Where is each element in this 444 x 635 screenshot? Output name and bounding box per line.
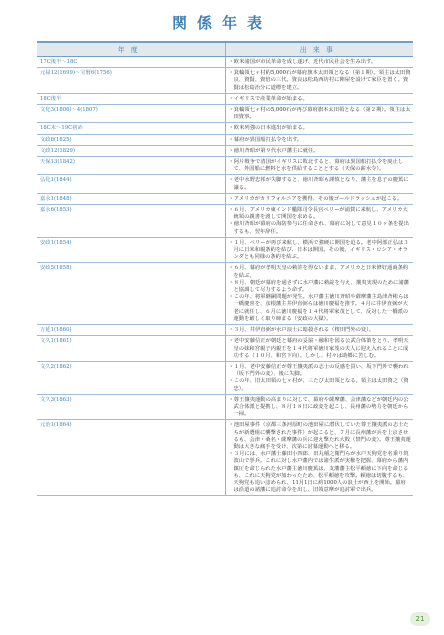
table-row [37, 394, 413, 420]
table-row [37, 123, 413, 134]
table-row [37, 93, 413, 104]
page-title: 関係年表 [171, 14, 272, 32]
table-row [37, 157, 413, 175]
event-cell [225, 157, 413, 175]
year-cell: 文久3(1863) [37, 394, 225, 420]
event-item: ・箕輪領七ヶ村約5,000石が幕府旗本太田領となる（第１期）。領主は太田資良、資賢、資倍の三代。資良は松島西坊村に陣屋を設けて家臣を置く。資賢は松島治分に道標を建立。 [228, 70, 411, 91]
event-cell [225, 205, 413, 238]
table-row [37, 420, 413, 496]
event-cell [225, 361, 413, 394]
table-row [37, 361, 413, 394]
year-cell: 18C末～19C初め [37, 123, 225, 134]
event-item: ・欧米諸国が市民革命を成し遂げ、近代市民社会を生み出す。 [228, 59, 377, 65]
event-cell [225, 123, 413, 134]
year-cell: 17C後半～18C [37, 57, 225, 68]
event-cell [225, 420, 413, 496]
event-item: ・３月には、水戸藩士藤田小四郎、田丸稲之衛門らが水戸天狗党を名乗り筑波山で挙兵。これに対し水戸藩内では諸生派が実権を把握、幕府から藩内鎮圧を命じられた水戸藩主徳川慶篤は、支藩藩主松平頼徳に下向を命じるも、これに天狗党が加わったため、松平頼徳を攻撃。頼徳は切腹するも、天狗党も追い詰められ、11月1日に約1000人の浪士が西上を開始。幕府は沿道の諸藩に追討命令を出し、旧領意摩が追討軍で出兵。 [228, 451, 409, 494]
event-cell [225, 175, 413, 193]
year-cell: 安政5(1858) [37, 263, 225, 325]
table-row [37, 134, 413, 145]
year-cell: 元禄12(1699)～宝暦6(1756) [37, 68, 225, 94]
year-cell: 文久2(1862) [37, 361, 225, 394]
event-cell [225, 237, 413, 263]
table-row [37, 105, 413, 123]
event-item: ・阿片戦争で清国がイギリスに敗北すると、幕府は異国船打払令を廃止して、外国船に燃料と水を供給することとする（天保の薪水令）。 [228, 159, 404, 173]
event-item: ・尊王攘夷運動の高まりに対して、幕府や薩摩藩、会津藩などが朝廷内の公武合体派と提携し、８月１８日に政変を起こし、長州藩の勢力を朝廷から一掃。 [228, 396, 409, 418]
year-cell: 嘉永1(1848) [37, 193, 225, 204]
column-header-year: 年度 [37, 42, 225, 57]
year-cell: 万延1(1860) [37, 325, 225, 336]
event-item: ・１月、老中安藤信正が尊王攘夷派の志士の反感を買い、坂下門外で襲われ（坂下門外の変）、後に失脚。 [228, 363, 409, 378]
table-row [37, 237, 413, 263]
page-number: 21 [410, 612, 430, 626]
event-cell [225, 105, 413, 123]
table-row [37, 175, 413, 193]
table-row [37, 205, 413, 238]
event-cell [225, 57, 413, 68]
event-item: ・欧米列強の日本進出が始まる。 [228, 125, 308, 132]
event-cell [225, 325, 413, 336]
column-header-event: 出来事 [225, 42, 413, 57]
event-item: ・６月、幕府が孝明天皇の勅許を得ないまま、アメリカと日米修好通商条約を結ぶ。 [228, 265, 409, 279]
event-cell [225, 134, 413, 145]
event-cell [225, 263, 413, 325]
year-cell: 弘化1(1844) [37, 175, 225, 193]
year-cell: 文政8(1825) [37, 134, 225, 145]
year-cell: 元治1(1864) [37, 420, 225, 496]
event-cell [225, 68, 413, 94]
table-body [37, 57, 413, 496]
event-item: ・この年、旧太田領の七ヶ村が、三たび太田領となる。領主は太田資之（資忠）。 [228, 378, 409, 392]
event-item: ・６月、アメリカ東インド艦隊司令長官ペリーが浦賀に来航し、アメリカ大統領の親書を渡して開国を求める。 [228, 207, 408, 221]
table-row [37, 336, 413, 362]
table-row [37, 57, 413, 68]
table-row [37, 325, 413, 336]
event-item: ・８月、朝廷が幕府を通さずに水戸藩に勅諚を与え、攘夷実現のために諸藩と協調して尽力するよう命ず。 [228, 279, 409, 294]
year-cell: 文久1(1861) [37, 336, 225, 362]
year-cell: 文化3(1806)～4(1807) [37, 105, 225, 123]
event-item: ・池田屋事件（京都三条河原町の池田屋に潜伏していた尊王攘夷派の志士たちが新選組に襲撃された事件）が起こると、７月に長州藩が兵を上京させるも、会津・桑名・薩摩藩の兵に迎え撃たれ大敗（禁門の変）。尊王攘夷運動は大きな痛手を受け、次第に討幕運動へと移る。 [228, 422, 411, 450]
event-cell [225, 394, 413, 420]
year-cell: 天保13(1842) [37, 157, 225, 175]
table-row [37, 263, 413, 325]
event-cell [225, 193, 413, 204]
event-item: ・この年、将軍継嗣問題が発生。水戸藩主徳川斉昭や薩摩藩主島津斉彬らは一橋慶喜を、彦根藩主井伊直弼らは徳川慶福を推す。４月に井伊直弼が大老に就任し、６月に徳川慶福を１４代将軍家茂として、反対した一橋派の運動を厳しく取り締まる（安政の大獄）。 [228, 294, 409, 322]
table-row [37, 145, 413, 156]
event-item: ・３月、井伊直弼が水戸浪士に暗殺される（桜田門外の変）。 [228, 327, 375, 334]
event-item: ・幕府が異国船打払令を出す。 [228, 136, 303, 143]
table-row [37, 68, 413, 94]
event-item: ・アメリカがカリフォルニアを獲得、その後ゴールドラッシュが起こる。 [228, 195, 403, 202]
year-cell: 18C後半 [37, 93, 225, 104]
event-item: ・１月、ペリーが再び来航し、横浜で強硬に開国を迫る。老中阿部正弘は３月に日米和親条約を結び、日本は開国。その後、イギリス・ロシア・オランダとも同様の条約を結ぶ。 [228, 239, 409, 261]
event-item: ・徳川斉昭が第９代水戸藩主に就任。 [228, 147, 319, 154]
table-header [37, 42, 413, 57]
event-item: ・徳川斉昭が幕府の海防参与に任命され、幕府に対して意見１０ヶ条を提出するも、翌年辞任。 [228, 221, 409, 235]
event-cell [225, 145, 413, 156]
chronology-table [37, 41, 413, 496]
year-cell: 安政1(1854) [37, 237, 225, 263]
table-row [37, 193, 413, 204]
event-cell [225, 93, 413, 104]
event-item: ・イギリスで産業革命が始まる。 [228, 95, 308, 102]
year-cell: 文政12(1829) [37, 145, 225, 156]
event-item: ・老中水野忠邦が失脚すると、徳川斉昭も謹慎となり、藩主を息子の慶篤に譲る。 [228, 177, 409, 191]
event-item: ・老中安藤信正が朝廷と幕府の妥協・融和を図る公武合体策をとり、孝明天皇の妹和宮親子内親王を１４代将軍徳川家茂の夫人に迎え入れることに成功する（１０月、和宮下向）。しかし、村々は助郷に苦しむ。 [228, 338, 409, 359]
year-cell: 嘉永6(1853) [37, 205, 225, 238]
event-cell [225, 336, 413, 362]
event-item: ・箕輪領七ヶ村の5,000石が再び幕府旗本太田領となる（第２期）。領主は太田資寧。 [228, 107, 411, 121]
